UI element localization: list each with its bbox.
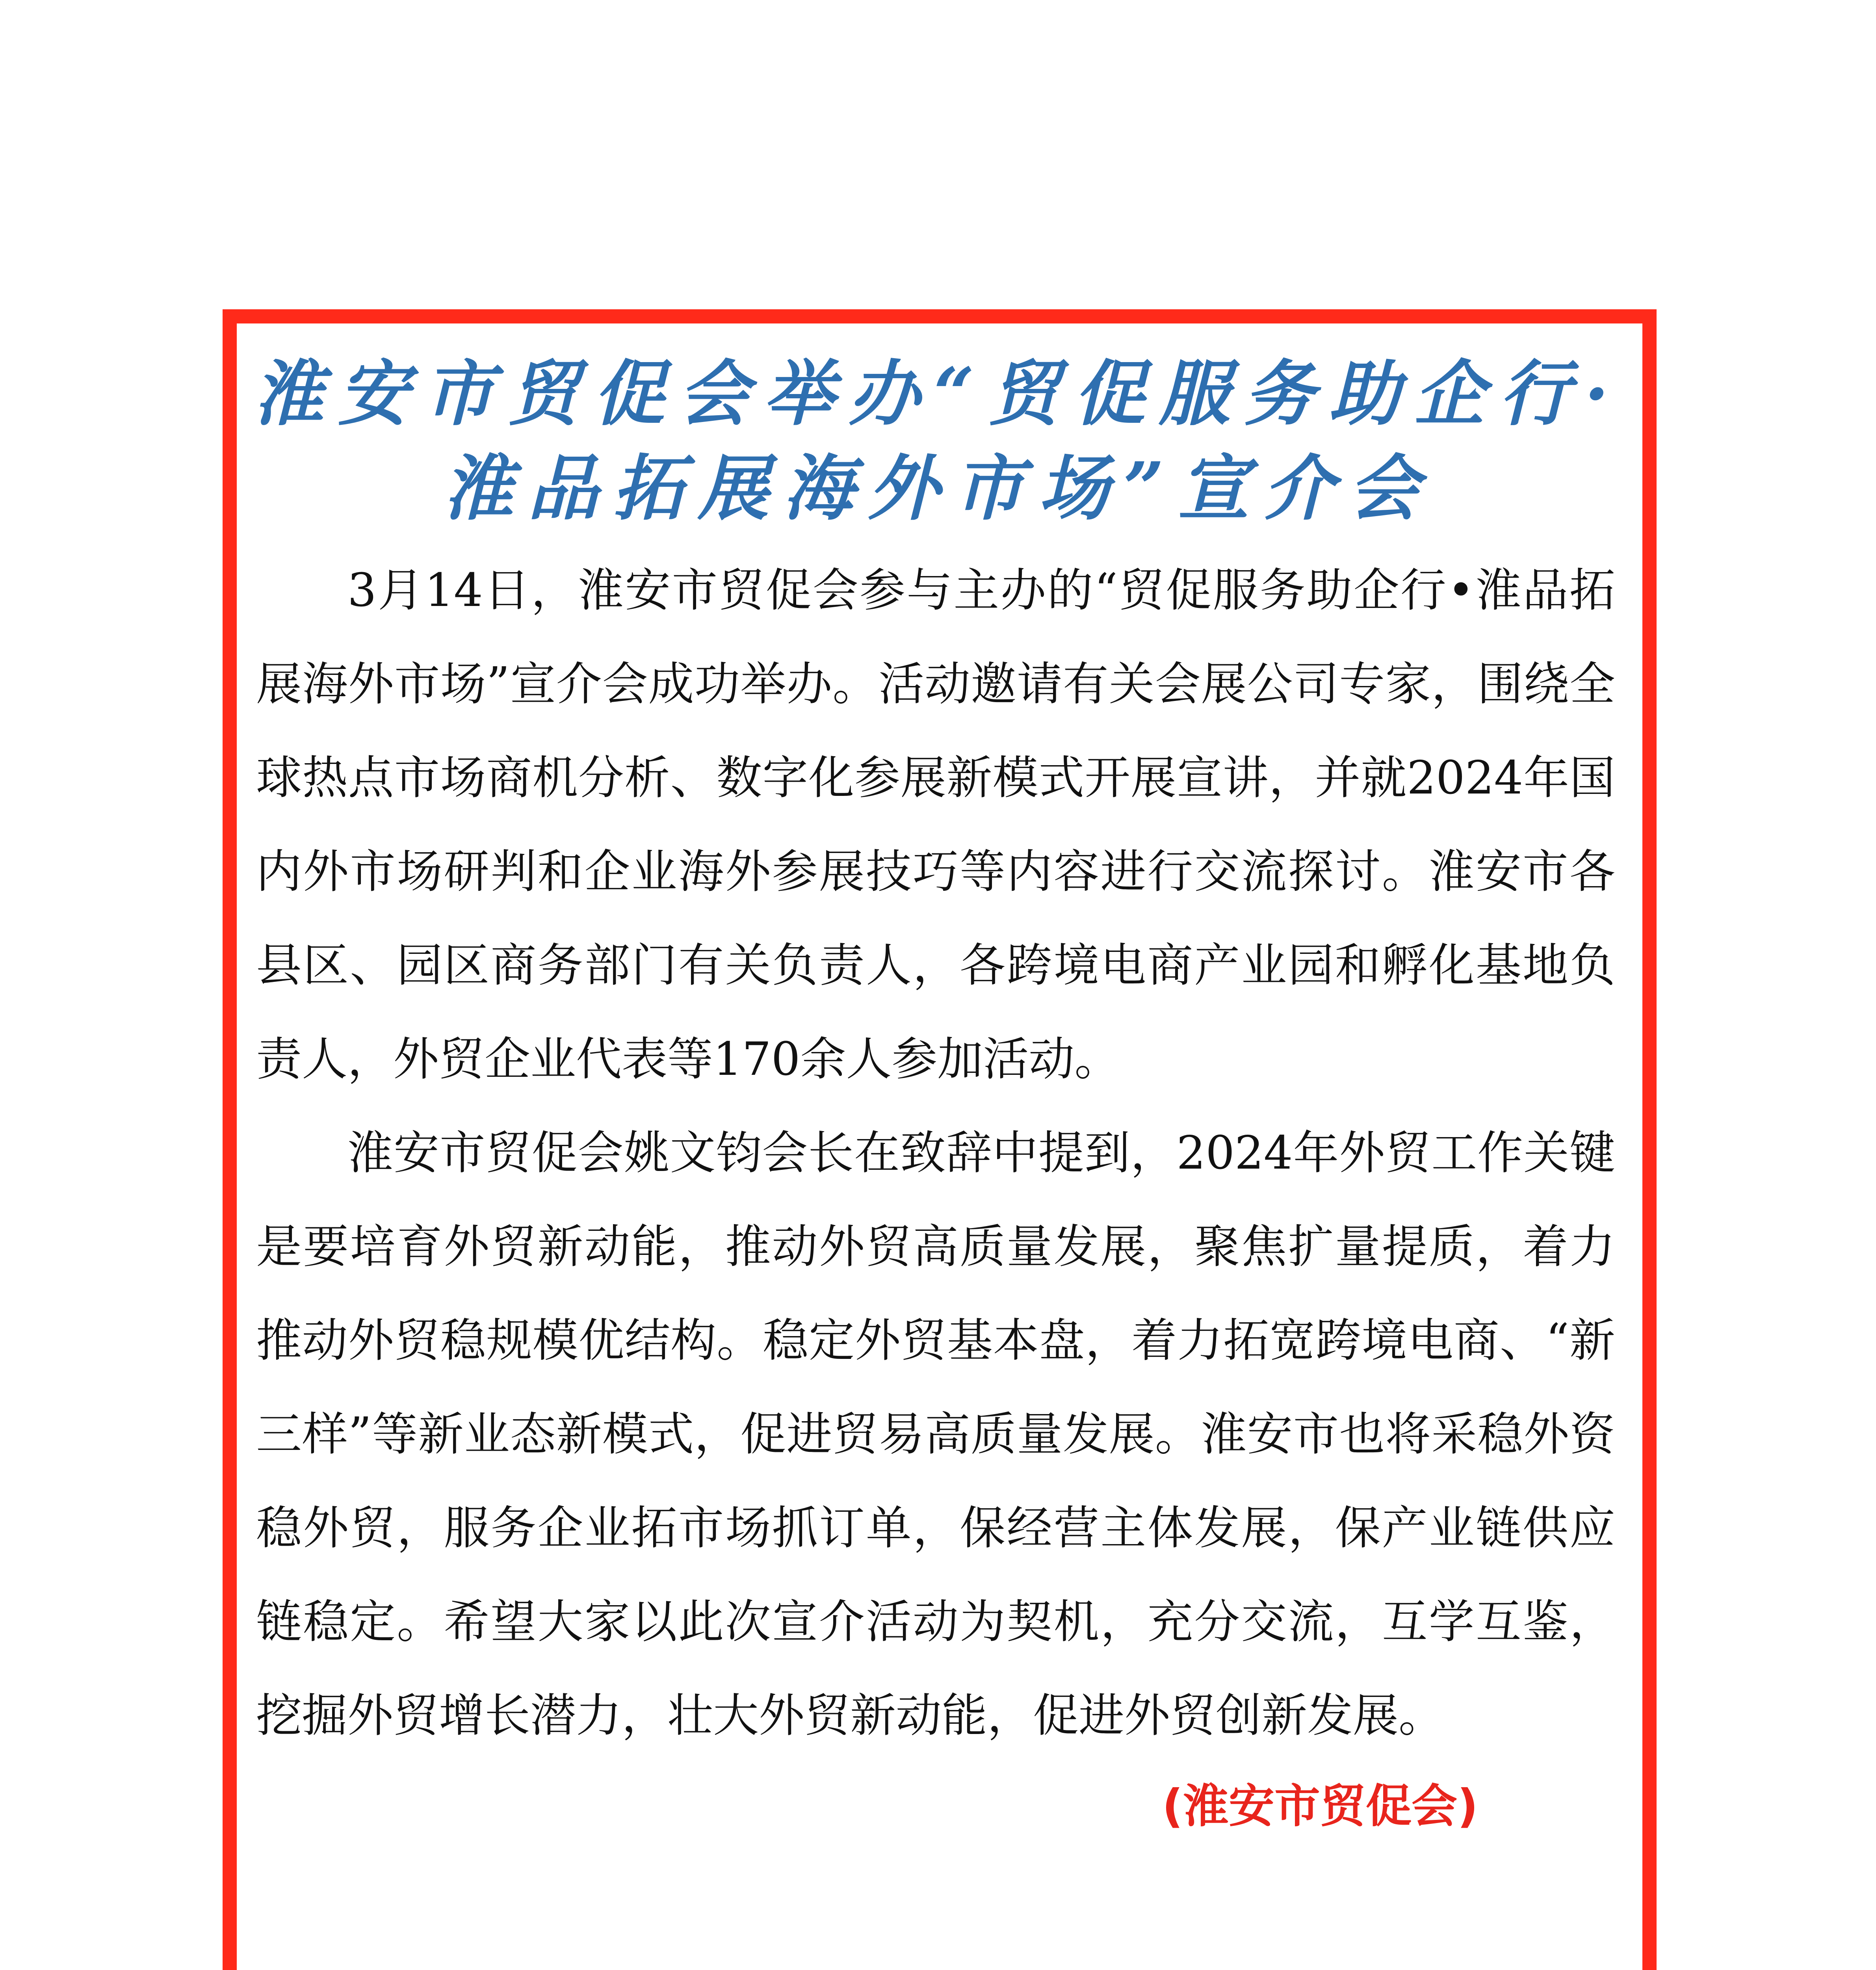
article-body bbox=[256, 544, 1615, 1763]
article-paragraph-2: 淮安市贸促会姚文钧会长在致辞中提到，2024年外贸工作关键是要培育外贸新动能，推动外贸高质量发展，聚焦扩量提质，着力推动外贸稳规模优结构。稳定外贸基本盘，着力拓宽跨境电商、“新三样”等新业态新模式，促进贸易高质量发展。淮安市也将采稳外资稳外贸，服务企业拓市场抓订单，保经营主体发展，保产业链供应链稳定。希望大家以此次宣介活动为契机，充分交流，互学互鉴，挖掘外贸增长潜力，壮大外贸新动能，促进外贸创新发展。 bbox=[256, 1126, 1615, 1742]
article-source: (淮安市贸促会) bbox=[1162, 1780, 1479, 1833]
article-title-line-2: 淮品拓展海外市场”宣介会 bbox=[442, 447, 1434, 530]
article-paragraph-1: 3月14日，淮安市贸促会参与主办的“贸促服务助企行•淮品拓展海外市场”宣介会成功举办。活动邀请有关会展公司专家，围绕全球热点市场商机分析、数字化参展新模式开展宣讲，并就2024年国内外市场研判和企业海外参展技巧等内容进行交流探讨。淮安市各县区、园区商务部门有关负责人，各跨境电商产业园和孵化基地负责人，外贸企业代表等170余人参加活动。 bbox=[256, 564, 1615, 1086]
article-title-line-1: 淮安市贸促会举办“贸促服务助企行· bbox=[253, 352, 1623, 435]
